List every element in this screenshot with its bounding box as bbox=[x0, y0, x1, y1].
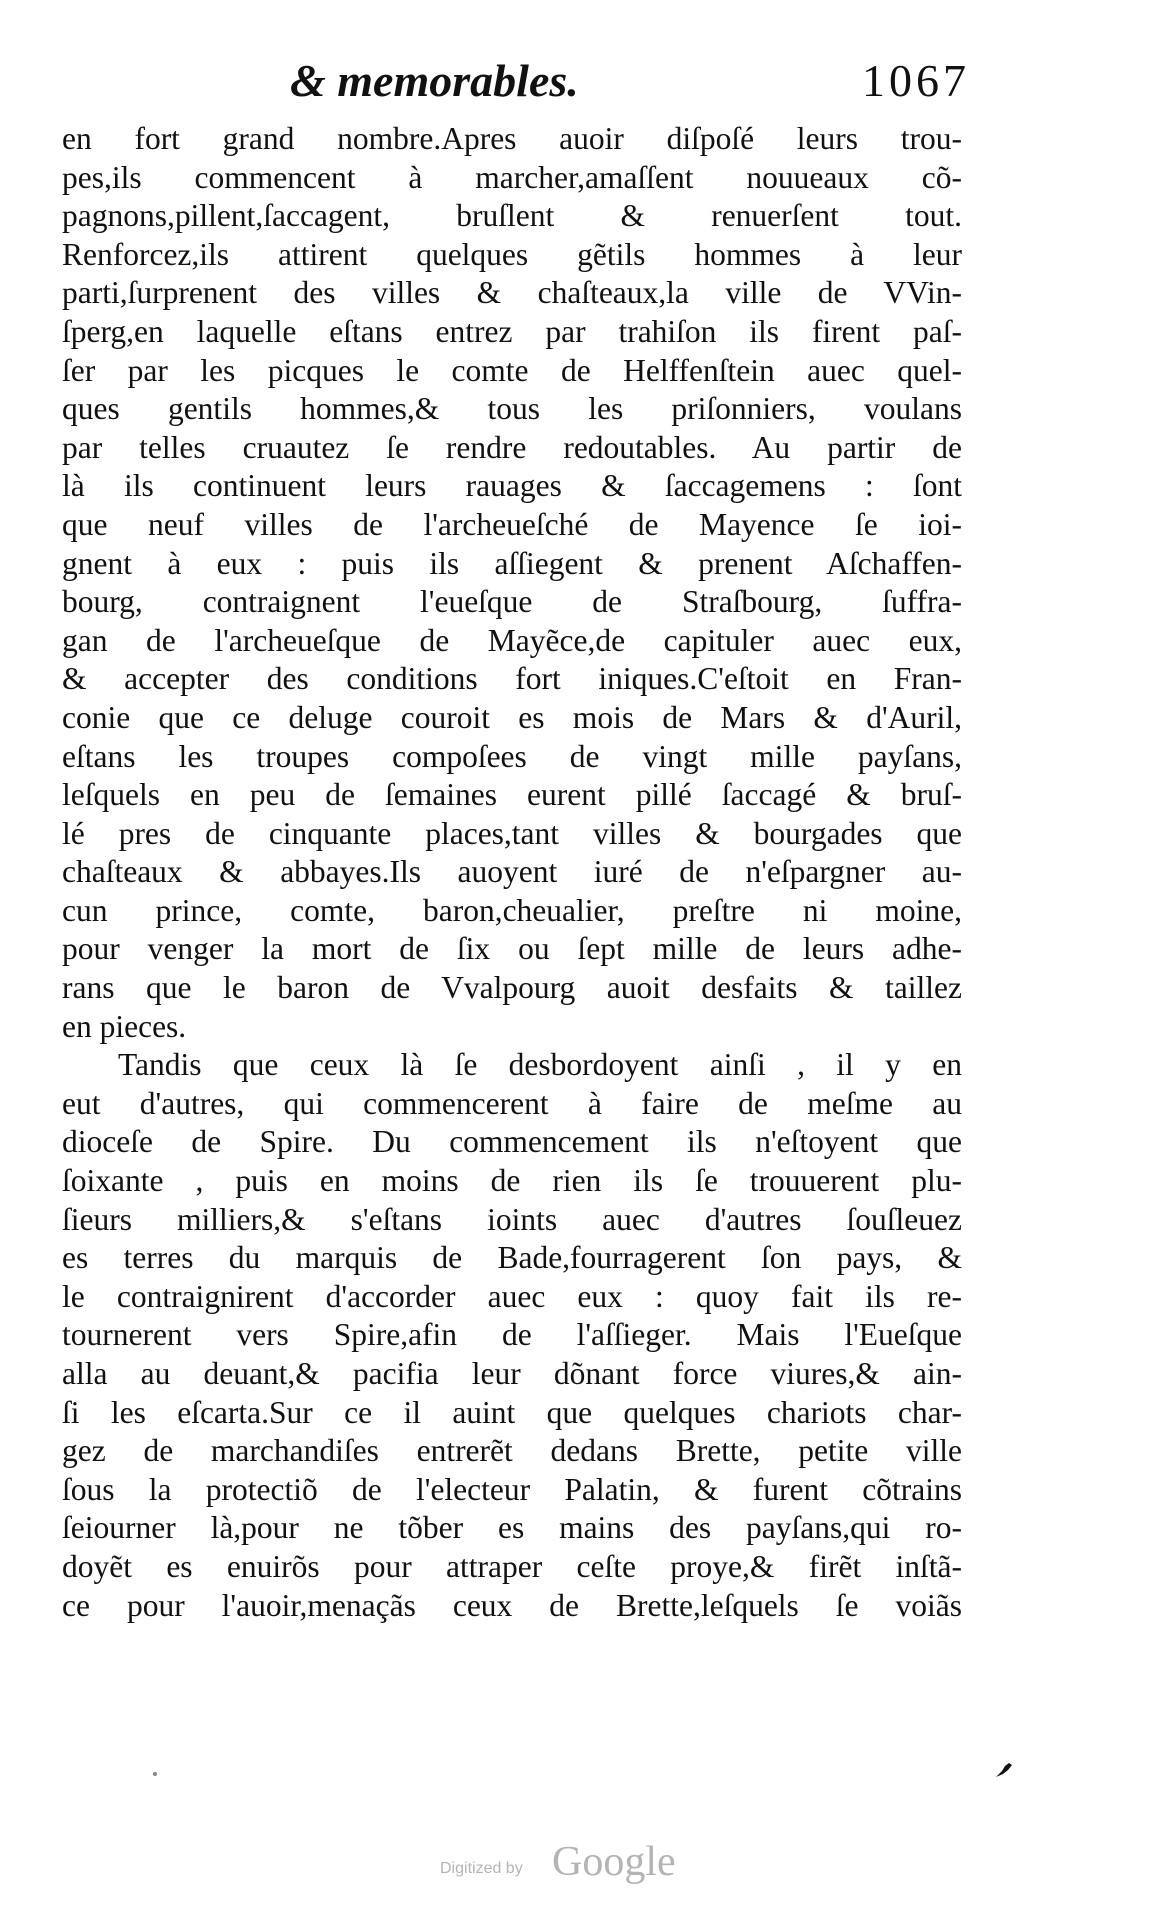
text-line: tournerent vers Spire,afin de l'aſſieger. Mais l'Eueſque bbox=[62, 1317, 962, 1353]
text-line: que neuf villes de l'archeueſché de Mayence ſe ioi- bbox=[62, 506, 962, 542]
paragraph-1 bbox=[62, 120, 962, 1046]
text-line: gez de marchandiſes entrerẽt dedans Brette, petite ville bbox=[62, 1433, 962, 1469]
text-line: pes,ils commencent à marcher,amaſſent nouueaux cõ- bbox=[62, 159, 962, 195]
text-line: ſperg,en laquelle eſtans entrez par trahiſon ils firent paſ- bbox=[62, 313, 962, 349]
text-line: rans que le baron de Vvalpourg auoit desfaits & taillez bbox=[62, 970, 962, 1006]
text-line: & accepter des conditions fort iniques.C'eſtoit en Fran- bbox=[62, 661, 962, 697]
page-number: 1067 bbox=[862, 55, 970, 106]
ink-speck-icon bbox=[995, 1762, 1013, 1778]
text-line: ſeiourner là,pour ne tõber es mains des payſans,qui ro- bbox=[62, 1510, 962, 1546]
text-line: là ils continuent leurs rauages & ſaccagemens : ſont bbox=[62, 468, 962, 504]
text-line: ques gentils hommes,& tous les priſonniers, voulans bbox=[62, 391, 962, 427]
google-logo: Google bbox=[552, 1839, 676, 1885]
text-line: ſi les eſcarta.Sur ce il auint que quelques chariots char- bbox=[62, 1394, 962, 1430]
text-line: le contraignirent d'accorder auec eux : quoy fait ils re- bbox=[62, 1278, 962, 1314]
text-line: alla au deuant,& pacifia leur dõnant force viures,& ain- bbox=[62, 1356, 962, 1391]
text-line: en fort grand nombre.Apres auoir diſpoſé leurs trou- bbox=[62, 121, 962, 156]
text-line: dioceſe de Spire. Du commencement ils n'eſtoyent que bbox=[62, 1124, 962, 1160]
text-line: ce pour l'auoir,menaçãs ceux de Brette,leſquels ſe voiãs bbox=[62, 1587, 962, 1623]
text-line: eut d'autres, qui commencerent à faire de meſme au bbox=[62, 1085, 962, 1121]
text-line: en pieces. bbox=[62, 1008, 187, 1044]
text-line: bourg, contraignent l'eueſque de Straſbourg, ſuffra- bbox=[62, 584, 962, 620]
text-line: doyẽt es enuirõs pour attraper ceſte proye,& firẽt inſtã- bbox=[62, 1548, 962, 1584]
text-line: ſoixante , puis en moins de rien ils ſe trouuerent plu- bbox=[62, 1163, 962, 1199]
text-line: eſtans les troupes compoſees de vingt mille payſans, bbox=[62, 738, 962, 774]
body-text bbox=[62, 120, 962, 1625]
watermark-prefix: Digitized by bbox=[440, 1860, 523, 1877]
text-line: parti,ſurprenent des villes & chaſteaux,la ville de VVin- bbox=[62, 275, 962, 311]
text-line: Tandis que ceux là ſe desbordoyent ainſi , il y en bbox=[118, 1047, 962, 1083]
text-line: gan de l'archeueſque de Mayẽce,de capituler auec eux, bbox=[62, 622, 962, 658]
text-line: pagnons,pillent,ſaccagent, bruſlent & renuerſent tout. bbox=[62, 198, 962, 234]
text-line: par telles cruautez ſe rendre redoutables. Au partir de bbox=[62, 429, 962, 465]
text-line: ſous la protectiõ de l'electeur Palatin, & furent cõtrains bbox=[62, 1471, 962, 1507]
text-line: Renforcez,ils attirent quelques gẽtils hommes à leur bbox=[62, 236, 962, 272]
running-title: & memorables. bbox=[290, 55, 579, 106]
text-line: es terres du marquis de Bade,fourragerent ſon pays, & bbox=[62, 1240, 962, 1276]
text-line: pour venger la mort de ſix ou ſept mille de leurs adhe- bbox=[62, 931, 962, 967]
text-line: gnent à eux : puis ils aſſiegent & prenent Aſchaffen- bbox=[62, 545, 962, 581]
digitized-watermark bbox=[440, 1838, 740, 1888]
ink-dot bbox=[153, 1772, 157, 1776]
text-line: ſieurs milliers,& s'eſtans ioints auec d'autres ſouſleuez bbox=[62, 1201, 962, 1237]
text-line: ſer par les picques le comte de Helffenſtein auec quel- bbox=[62, 352, 962, 388]
text-line: cun prince, comte, baron,cheualier, preſtre ni moine, bbox=[62, 892, 962, 928]
text-line: conie que ce deluge couroit es mois de Mars & d'Auril, bbox=[62, 699, 962, 735]
text-line: leſquels en peu de ſemaines eurent pillé ſaccagé & bruſ- bbox=[62, 777, 962, 813]
text-line: lé pres de cinquante places,tant villes & bourgades que bbox=[62, 815, 962, 851]
paragraph-2 bbox=[62, 1046, 962, 1625]
page-header bbox=[290, 46, 970, 116]
text-line: chaſteaux & abbayes.Ils auoyent iuré de n'eſpargner au- bbox=[62, 854, 962, 890]
